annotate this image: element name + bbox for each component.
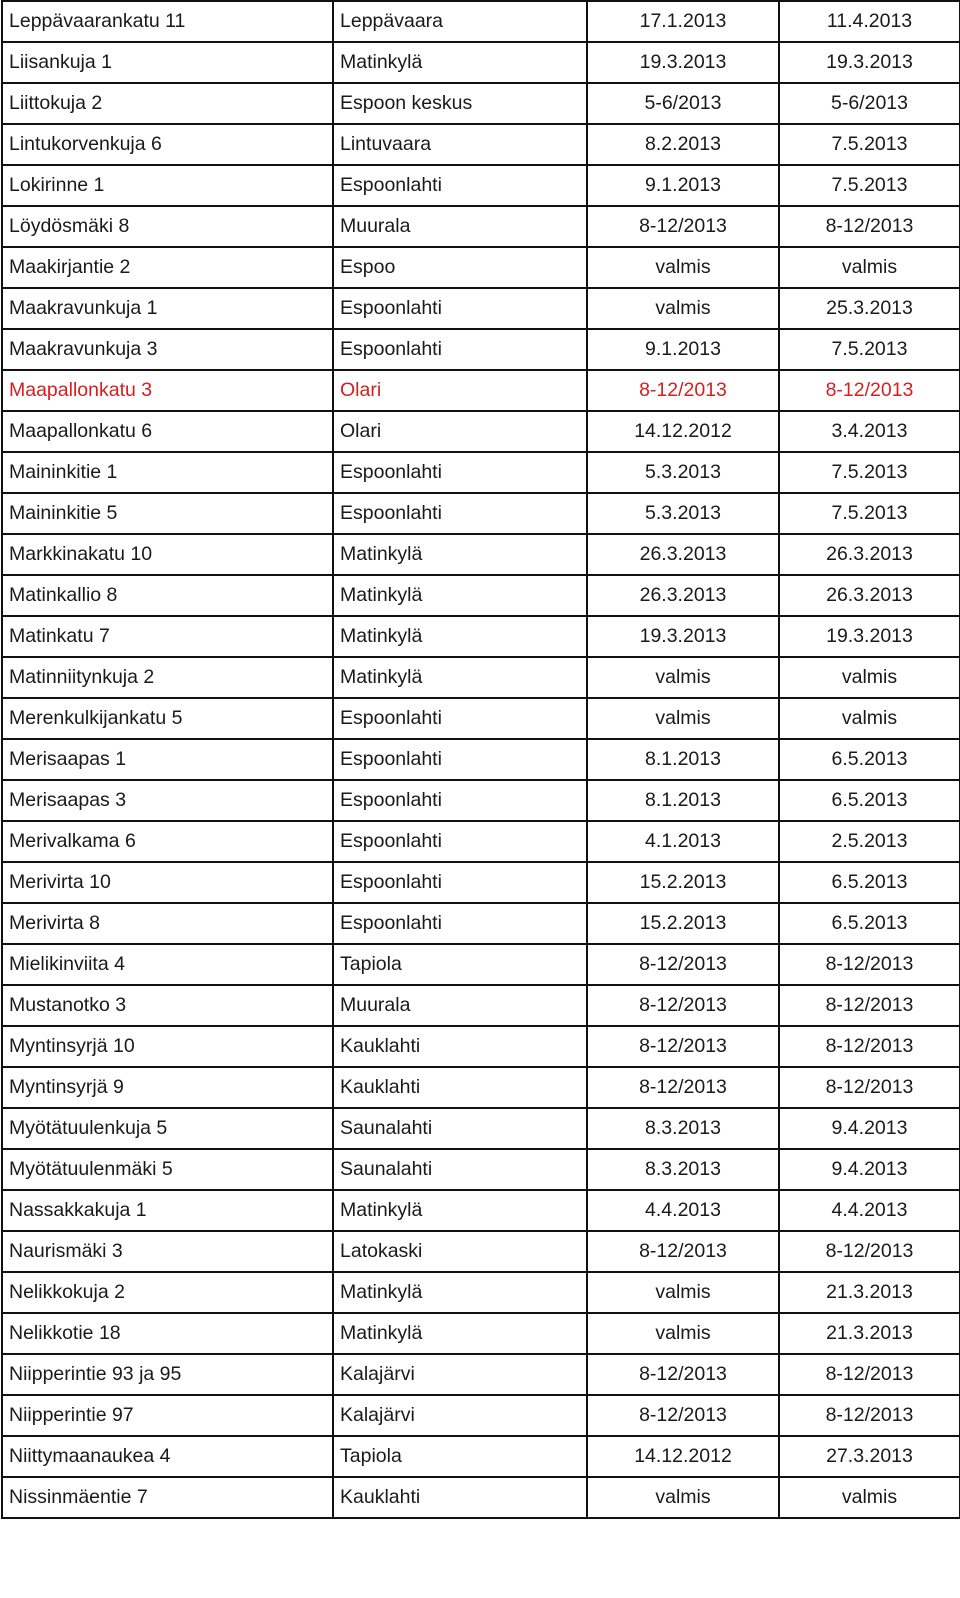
address-cell: Maakirjantie 2 <box>2 247 333 288</box>
area-cell: Saunalahti <box>333 1149 587 1190</box>
address-cell: Merenkulkijankatu 5 <box>2 698 333 739</box>
area-cell: Espoonlahti <box>333 288 587 329</box>
date2-cell: 9.4.2013 <box>779 1108 960 1149</box>
table-row <box>2 657 960 698</box>
address-cell: Merisaapas 3 <box>2 780 333 821</box>
address-cell: Liisankuja 1 <box>2 42 333 83</box>
area-cell: Lintuvaara <box>333 124 587 165</box>
date2-cell: 6.5.2013 <box>779 903 960 944</box>
address-cell: Mustanotko 3 <box>2 985 333 1026</box>
date1-cell: 5.3.2013 <box>587 493 779 534</box>
area-cell: Espoonlahti <box>333 493 587 534</box>
address-cell: Lintukorvenkuja 6 <box>2 124 333 165</box>
address-cell: Lokirinne 1 <box>2 165 333 206</box>
date2-cell: 19.3.2013 <box>779 42 960 83</box>
address-cell: Niipperintie 93 ja 95 <box>2 1354 333 1395</box>
area-cell: Olari <box>333 411 587 452</box>
address-cell: Maakravunkuja 3 <box>2 329 333 370</box>
date2-cell: valmis <box>779 657 960 698</box>
address-cell: Mielikinviita 4 <box>2 944 333 985</box>
address-cell: Matinkatu 7 <box>2 616 333 657</box>
date2-cell: 3.4.2013 <box>779 411 960 452</box>
address-cell: Matinniitynkuja 2 <box>2 657 333 698</box>
address-cell: Leppävaarankatu 11 <box>2 1 333 42</box>
address-cell: Maapallonkatu 6 <box>2 411 333 452</box>
table-row <box>2 780 960 821</box>
date2-cell: 21.3.2013 <box>779 1313 960 1354</box>
date1-cell: 4.4.2013 <box>587 1190 779 1231</box>
area-cell: Matinkylä <box>333 1313 587 1354</box>
address-cell: Merisaapas 1 <box>2 739 333 780</box>
date1-cell: 8-12/2013 <box>587 370 779 411</box>
table-row <box>2 83 960 124</box>
date2-cell: 4.4.2013 <box>779 1190 960 1231</box>
date2-cell: 8-12/2013 <box>779 1354 960 1395</box>
area-cell: Matinkylä <box>333 616 587 657</box>
date2-cell: valmis <box>779 247 960 288</box>
date1-cell: valmis <box>587 657 779 698</box>
date2-cell: 19.3.2013 <box>779 616 960 657</box>
date1-cell: 9.1.2013 <box>587 165 779 206</box>
area-cell: Espoonlahti <box>333 739 587 780</box>
area-cell: Kauklahti <box>333 1067 587 1108</box>
table-row <box>2 1313 960 1354</box>
area-cell: Matinkylä <box>333 1190 587 1231</box>
date2-cell: 21.3.2013 <box>779 1272 960 1313</box>
date1-cell: 9.1.2013 <box>587 329 779 370</box>
table-row <box>2 1231 960 1272</box>
date1-cell: valmis <box>587 1477 779 1518</box>
date2-cell: 7.5.2013 <box>779 124 960 165</box>
area-cell: Matinkylä <box>333 534 587 575</box>
table-row <box>2 206 960 247</box>
table-row <box>2 124 960 165</box>
address-cell: Matinkallio 8 <box>2 575 333 616</box>
date1-cell: 8.3.2013 <box>587 1108 779 1149</box>
address-cell: Nassakkakuja 1 <box>2 1190 333 1231</box>
area-cell: Espoonlahti <box>333 821 587 862</box>
date1-cell: 17.1.2013 <box>587 1 779 42</box>
table-row <box>2 493 960 534</box>
address-cell: Maininkitie 1 <box>2 452 333 493</box>
table-row <box>2 1436 960 1477</box>
area-cell: Matinkylä <box>333 1272 587 1313</box>
date2-cell: 7.5.2013 <box>779 452 960 493</box>
table-row <box>2 985 960 1026</box>
date1-cell: 8-12/2013 <box>587 985 779 1026</box>
table-row <box>2 534 960 575</box>
date2-cell: 26.3.2013 <box>779 534 960 575</box>
table-row <box>2 1477 960 1518</box>
date2-cell: 11.4.2013 <box>779 1 960 42</box>
address-cell: Liittokuja 2 <box>2 83 333 124</box>
date2-cell: 8-12/2013 <box>779 1067 960 1108</box>
address-schedule-table <box>1 0 960 1519</box>
address-cell: Maapallonkatu 3 <box>2 370 333 411</box>
date1-cell: 5-6/2013 <box>587 83 779 124</box>
area-cell: Espoonlahti <box>333 165 587 206</box>
area-cell: Kauklahti <box>333 1477 587 1518</box>
date2-cell: 7.5.2013 <box>779 493 960 534</box>
date2-cell: 8-12/2013 <box>779 985 960 1026</box>
address-cell: Myötätuulenkuja 5 <box>2 1108 333 1149</box>
area-cell: Espoo <box>333 247 587 288</box>
area-cell: Kalajärvi <box>333 1354 587 1395</box>
table-row <box>2 452 960 493</box>
area-cell: Espoonlahti <box>333 780 587 821</box>
date2-cell: 8-12/2013 <box>779 1231 960 1272</box>
date1-cell: 8-12/2013 <box>587 1395 779 1436</box>
area-cell: Muurala <box>333 985 587 1026</box>
date1-cell: 8.1.2013 <box>587 780 779 821</box>
address-cell: Maakravunkuja 1 <box>2 288 333 329</box>
table-row <box>2 1395 960 1436</box>
date1-cell: 15.2.2013 <box>587 862 779 903</box>
address-cell: Myötätuulenmäki 5 <box>2 1149 333 1190</box>
table-row <box>2 1272 960 1313</box>
date2-cell: 25.3.2013 <box>779 288 960 329</box>
date2-cell: 8-12/2013 <box>779 1026 960 1067</box>
table-row <box>2 329 960 370</box>
table-row <box>2 1190 960 1231</box>
address-cell: Nelikkokuja 2 <box>2 1272 333 1313</box>
date1-cell: 14.12.2012 <box>587 1436 779 1477</box>
table-body <box>2 1 960 1518</box>
date2-cell: 8-12/2013 <box>779 944 960 985</box>
table-row <box>2 1149 960 1190</box>
date1-cell: 8-12/2013 <box>587 1067 779 1108</box>
date1-cell: valmis <box>587 698 779 739</box>
table-row <box>2 1 960 42</box>
table-row <box>2 1026 960 1067</box>
date2-cell: 9.4.2013 <box>779 1149 960 1190</box>
date1-cell: 8-12/2013 <box>587 1231 779 1272</box>
date2-cell: 8-12/2013 <box>779 1395 960 1436</box>
date2-cell: 7.5.2013 <box>779 165 960 206</box>
area-cell: Espoonlahti <box>333 698 587 739</box>
table-row <box>2 247 960 288</box>
area-cell: Matinkylä <box>333 657 587 698</box>
date2-cell: 7.5.2013 <box>779 329 960 370</box>
date2-cell: valmis <box>779 1477 960 1518</box>
table-row <box>2 821 960 862</box>
address-cell: Merivirta 8 <box>2 903 333 944</box>
table-row <box>2 370 960 411</box>
table-row <box>2 165 960 206</box>
table-row <box>2 42 960 83</box>
date2-cell: 2.5.2013 <box>779 821 960 862</box>
date1-cell: 5.3.2013 <box>587 452 779 493</box>
date1-cell: 8-12/2013 <box>587 944 779 985</box>
table-row <box>2 862 960 903</box>
area-cell: Espoon keskus <box>333 83 587 124</box>
area-cell: Tapiola <box>333 1436 587 1477</box>
area-cell: Matinkylä <box>333 42 587 83</box>
address-cell: Nissinmäentie 7 <box>2 1477 333 1518</box>
date1-cell: valmis <box>587 288 779 329</box>
date1-cell: 8.3.2013 <box>587 1149 779 1190</box>
date1-cell: valmis <box>587 1313 779 1354</box>
date2-cell: 6.5.2013 <box>779 780 960 821</box>
table-row <box>2 903 960 944</box>
date1-cell: 8-12/2013 <box>587 1354 779 1395</box>
date2-cell: 26.3.2013 <box>779 575 960 616</box>
table-row <box>2 616 960 657</box>
date1-cell: valmis <box>587 1272 779 1313</box>
date1-cell: 14.12.2012 <box>587 411 779 452</box>
area-cell: Espoonlahti <box>333 452 587 493</box>
date1-cell: 8-12/2013 <box>587 1026 779 1067</box>
address-cell: Niipperintie 97 <box>2 1395 333 1436</box>
area-cell: Muurala <box>333 206 587 247</box>
address-cell: Nelikkotie 18 <box>2 1313 333 1354</box>
address-cell: Niittymaanaukea 4 <box>2 1436 333 1477</box>
table-row <box>2 411 960 452</box>
address-cell: Markkinakatu 10 <box>2 534 333 575</box>
area-cell: Kauklahti <box>333 1026 587 1067</box>
table-row <box>2 1067 960 1108</box>
date2-cell: 27.3.2013 <box>779 1436 960 1477</box>
date2-cell: 8-12/2013 <box>779 206 960 247</box>
area-cell: Espoonlahti <box>333 862 587 903</box>
table-row <box>2 1108 960 1149</box>
area-cell: Olari <box>333 370 587 411</box>
date1-cell: 19.3.2013 <box>587 42 779 83</box>
date2-cell: 8-12/2013 <box>779 370 960 411</box>
address-cell: Merivirta 10 <box>2 862 333 903</box>
date1-cell: 26.3.2013 <box>587 534 779 575</box>
address-cell: Maininkitie 5 <box>2 493 333 534</box>
table-row <box>2 288 960 329</box>
area-cell: Espoonlahti <box>333 903 587 944</box>
date1-cell: 8.2.2013 <box>587 124 779 165</box>
table-row <box>2 575 960 616</box>
date1-cell: 4.1.2013 <box>587 821 779 862</box>
address-cell: Myntinsyrjä 9 <box>2 1067 333 1108</box>
date1-cell: 19.3.2013 <box>587 616 779 657</box>
address-cell: Löydösmäki 8 <box>2 206 333 247</box>
date2-cell: valmis <box>779 698 960 739</box>
address-cell: Naurismäki 3 <box>2 1231 333 1272</box>
address-cell: Myntinsyrjä 10 <box>2 1026 333 1067</box>
area-cell: Tapiola <box>333 944 587 985</box>
date1-cell: valmis <box>587 247 779 288</box>
date2-cell: 6.5.2013 <box>779 739 960 780</box>
date1-cell: 15.2.2013 <box>587 903 779 944</box>
table-row <box>2 944 960 985</box>
date2-cell: 6.5.2013 <box>779 862 960 903</box>
area-cell: Leppävaara <box>333 1 587 42</box>
area-cell: Espoonlahti <box>333 329 587 370</box>
area-cell: Latokaski <box>333 1231 587 1272</box>
table-row <box>2 739 960 780</box>
date1-cell: 26.3.2013 <box>587 575 779 616</box>
area-cell: Matinkylä <box>333 575 587 616</box>
address-cell: Merivalkama 6 <box>2 821 333 862</box>
area-cell: Saunalahti <box>333 1108 587 1149</box>
table-row <box>2 1354 960 1395</box>
table-row <box>2 698 960 739</box>
area-cell: Kalajärvi <box>333 1395 587 1436</box>
date1-cell: 8-12/2013 <box>587 206 779 247</box>
date2-cell: 5-6/2013 <box>779 83 960 124</box>
date1-cell: 8.1.2013 <box>587 739 779 780</box>
